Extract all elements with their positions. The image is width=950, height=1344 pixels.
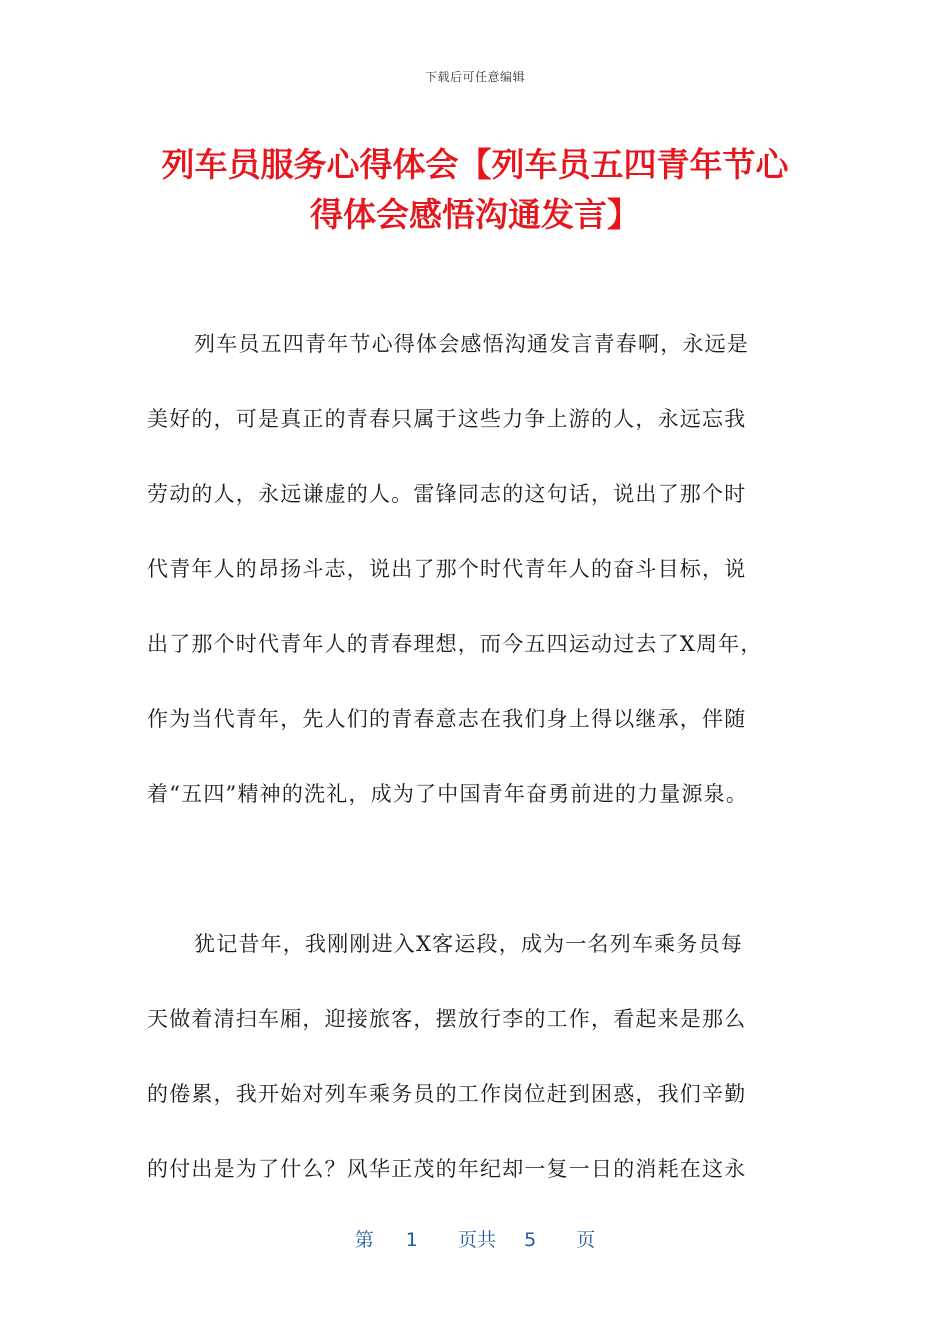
footer-mid: 页共 [457,1229,496,1251]
footer-suffix: 页 [576,1229,596,1251]
paragraph-1-line-1: 列车员五四青年节心得体会感悟沟通发言青春啊，永远是 [194,332,749,356]
paragraph-2-line-3: 的倦累，我开始对列车乘务员的工作岗位赶到困惑，我们辛勤 [147,1082,747,1106]
paragraph-2-line-2: 天做着清扫车厢，迎接旅客，摆放行李的工作，看起来是那么 [147,1007,747,1031]
title-line-2: 得体会感悟沟通发言】 [310,195,640,234]
paragraph-1-line-4: 代青年人的昂扬斗志，说出了那个时代青年人的奋斗目标，说 [147,557,747,581]
footer-prefix: 第 [354,1229,374,1251]
paragraph-1-line-6: 作为当代青年，先人们的青春意志在我们身上得以继承，伴随 [147,707,747,731]
paragraph-1-line-3: 劳动的人，永远谦虚的人。雷锋同志的这句话，说出了那个时 [147,482,747,506]
paragraph-1-line-2: 美好的，可是真正的青春只属于这些力争上游的人，永远忘我 [147,407,747,431]
title-line-1: 列车员服务心得体会【列车员五四青年节心 [161,145,789,184]
page-footer [0,1225,950,1252]
paragraph-2-line-1: 犹记昔年，我刚刚进入X客运段，成为一名列车乘务员每 [194,932,743,956]
document-title [110,140,840,240]
footer-total-pages: 5 [524,1229,537,1251]
paragraph-1-line-5: 出了那个时代青年人的青春理想，而今五四运动过去了X周年， [147,632,763,656]
paragraph-2-line-4: 的付出是为了什么？风华正茂的年纪却一复一日的消耗在这永 [147,1157,747,1181]
header-note: 下载后可任意编辑 [424,70,525,84]
paragraph-1-line-7: 着“五四”精神的洗礼，成为了中国青年奋勇前进的力量源泉。 [147,782,749,806]
footer-current-page: 1 [405,1229,418,1251]
